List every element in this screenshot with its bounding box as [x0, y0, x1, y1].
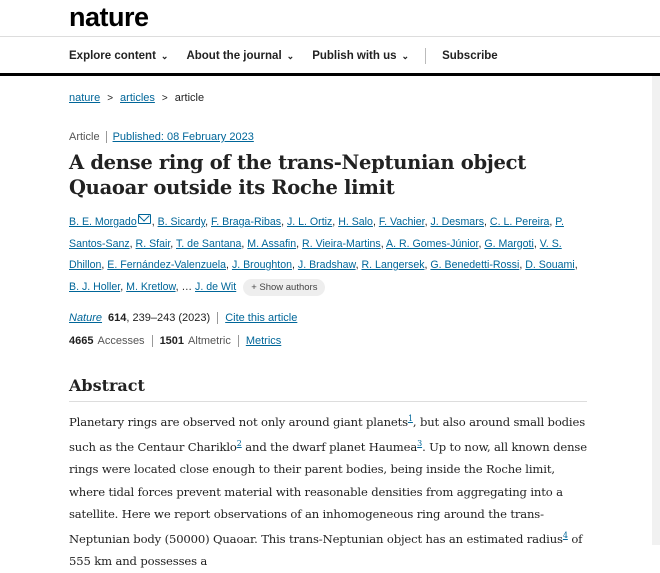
author-link[interactable]: E. Fernández-Valenzuela — [107, 259, 227, 271]
author-link[interactable]: G. Margoti — [484, 237, 534, 250]
article-metrics — [69, 335, 281, 347]
author-link[interactable]: G. Benedetti-Rossi — [430, 259, 520, 271]
breadcrumb-nature[interactable]: nature — [69, 92, 101, 104]
breadcrumb — [69, 92, 204, 104]
author-link[interactable]: R. Vieira-Martins — [302, 237, 381, 250]
author-link[interactable]: J. L. Ortiz — [286, 216, 333, 228]
breadcrumb-current: article — [174, 92, 205, 104]
author-link[interactable]: H. Salo — [338, 216, 373, 228]
reference-link[interactable]: 4 — [562, 531, 568, 541]
nav-subscribe[interactable]: Subscribe — [442, 50, 498, 62]
author-link[interactable]: J. Broughton — [231, 259, 293, 271]
abstract-segment: and the dwarf planet Haumea — [241, 440, 418, 455]
nature-logo[interactable]: nature — [69, 2, 149, 32]
nav-about-the-journal[interactable] — [186, 50, 294, 62]
nav-item-label: Publish with us — [312, 50, 397, 62]
abstract-segment: , but also around small bodies such as the Centaur Chariklo — [69, 414, 586, 455]
show-authors-button[interactable]: + Show authors — [243, 279, 325, 296]
nav-explore-content[interactable] — [69, 50, 168, 62]
author-link[interactable]: J. Desmars — [430, 216, 485, 228]
journal-link[interactable]: Nature — [69, 312, 103, 324]
author-list: B. E. Morgado , B. Sicardy, F. Braga-Ribas, J. L. Ortiz, H. Salo, F. Vachier, J. Desmars, C. L. Pereira, P. Santos-Sanz, R. Sfair, T. de Santana, M. Assafin, R. Vieira-Martins, A. R. Gomes-Júnior, G. Margoti, V. S. Dhillon, E. Fernández-Valenzuela, J. Broughton, J. Bradshaw, R. Langersek, G. Benedetti-Rossi, D. Souami, B. J. Holler, M. Kretlow, … J. de Wit + Show authors — [69, 212, 589, 298]
author-link[interactable]: B. Sicardy — [157, 216, 206, 228]
author-link[interactable]: C. L. Pereira — [489, 216, 550, 228]
abstract-segment: of 555 km and possesses a — [69, 532, 583, 569]
author-link[interactable]: F. Vachier — [378, 216, 425, 228]
pages: , 239–243 (2023) — [126, 312, 211, 324]
nav-separator — [425, 48, 426, 64]
author-link[interactable]: A. R. Gomes-Júnior — [386, 237, 479, 250]
breadcrumb-articles[interactable]: articles — [120, 92, 155, 104]
article-type: Article — [69, 131, 100, 143]
page-scrollbar[interactable] — [652, 76, 660, 545]
author-link[interactable]: D. Souami — [525, 259, 575, 271]
header-divider — [0, 36, 660, 37]
nav-item-label: Explore content — [69, 50, 156, 62]
author-link[interactable]: B. J. Holler — [69, 280, 121, 293]
altmetric-label: Altmetric — [188, 335, 231, 347]
chevron-right-icon: > — [107, 92, 114, 104]
author-link[interactable]: B. E. Morgado — [69, 216, 137, 228]
author-link[interactable]: T. de Santana — [176, 237, 242, 250]
chevron-down-icon: ⌄ — [286, 50, 295, 61]
reference-link[interactable]: 1 — [407, 414, 413, 423]
metrics-divider — [238, 335, 239, 347]
abstract-segment: . Up to now, all known dense rings were located close enough to their parent bodies, being inside the Roche limit, where tidal forces prevent material with reasonable densities from aggregating into a satellite. Here we report observations of an inhomogeneous ring around the trans-Neptunian body (50000) Quaoar. This trans-Neptunian object has an estimated radius — [69, 440, 587, 547]
altmetric-count: 1501 — [159, 335, 185, 347]
meta-divider — [106, 131, 107, 143]
metrics-link[interactable]: Metrics — [245, 335, 282, 347]
cite-this-article-link[interactable]: Cite this article — [225, 312, 298, 324]
abstract-segment: Planetary rings are observed not only around giant planets — [69, 414, 408, 429]
volume: 614 — [108, 312, 127, 324]
author-link[interactable]: R. Langersek — [361, 259, 425, 271]
author-link[interactable]: M. Kretlow — [126, 280, 176, 293]
author-link[interactable]: R. Sfair — [135, 237, 171, 250]
abstract-divider — [69, 401, 587, 402]
email-icon[interactable] — [138, 214, 151, 224]
nav-publish-with-us[interactable] — [312, 50, 409, 62]
author-link[interactable]: P. Santos-Sanz — [69, 216, 564, 250]
article-title: A dense ring of the trans-Neptunian object Quaoar outside its Roche limit — [69, 151, 526, 199]
accesses-count: 4665 — [69, 335, 94, 347]
cite-divider — [217, 312, 218, 324]
author-link[interactable]: M. Assafin — [247, 237, 297, 250]
article-meta — [69, 131, 254, 143]
author-ellipsis: … — [181, 280, 193, 293]
abstract-heading: Abstract — [69, 376, 145, 395]
chevron-down-icon: ⌄ — [401, 50, 410, 61]
reference-link[interactable]: 2 — [236, 439, 242, 449]
published-date[interactable]: Published: 08 February 2023 — [112, 131, 254, 143]
chevron-right-icon: > — [161, 92, 168, 104]
nav-rule — [0, 73, 660, 76]
citation-line — [69, 312, 297, 324]
reference-link[interactable]: 3 — [417, 439, 423, 449]
metrics-divider — [152, 335, 153, 347]
main-nav — [69, 48, 516, 64]
nav-item-label: About the journal — [186, 50, 282, 62]
accesses-label: Accesses — [97, 335, 145, 347]
author-link[interactable]: V. S. Dhillon — [69, 237, 562, 271]
abstract-text — [69, 408, 589, 573]
chevron-down-icon: ⌄ — [160, 50, 169, 61]
author-link[interactable]: F. Braga-Ribas — [211, 216, 282, 228]
author-link[interactable]: J. Bradshaw — [297, 259, 356, 271]
author-link[interactable]: J. de Wit — [195, 280, 237, 293]
